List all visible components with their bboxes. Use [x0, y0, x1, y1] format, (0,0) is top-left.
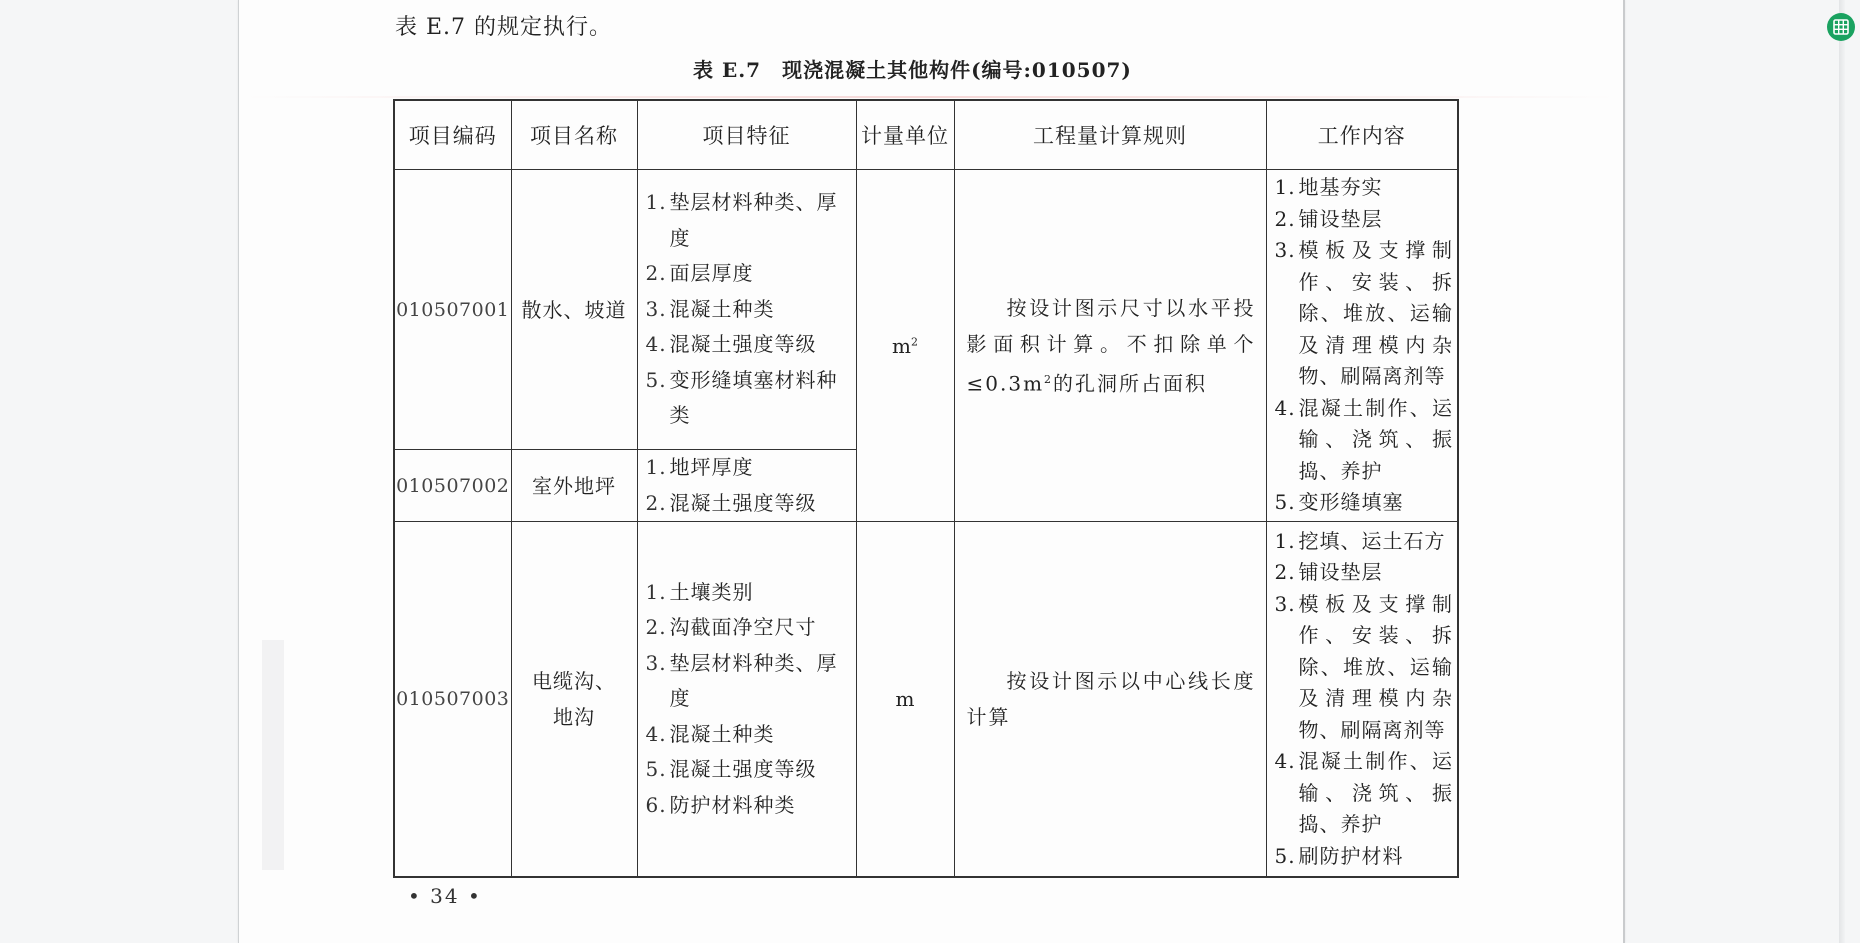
list-item: 4. 混凝土制作、运输、浇筑、振捣、养护	[1274, 749, 1453, 836]
list-item: 6. 防护材料种类	[645, 792, 796, 817]
table-row	[394, 170, 1458, 450]
page-edge	[1839, 0, 1845, 943]
item-features	[637, 450, 856, 522]
list-item: 1. 土壤类别	[645, 579, 754, 604]
header-name: 项目名称	[511, 100, 637, 170]
item-code: 010507003	[394, 522, 511, 877]
list-item: 2. 铺设垫层	[1274, 560, 1383, 584]
list-item: 5. 变形缝填塞	[1274, 490, 1404, 515]
list-item: 2. 铺设垫层	[1274, 206, 1383, 231]
header-unit: 计量单位	[856, 100, 954, 170]
list-item: 3. 混凝土种类	[645, 296, 775, 321]
rule-area: 按设计图示尺寸以水平投影面积计算。不扣除单个$\le 0.3m^2$的孔洞所占面积	[954, 170, 1266, 522]
grid-glyph	[1833, 19, 1849, 35]
list-item: 4. 混凝土制作、运输、浇筑、振捣、养护	[1274, 395, 1453, 483]
spreadsheet-icon[interactable]	[1827, 13, 1855, 41]
list-item: 5. 混凝土强度等级	[645, 757, 817, 781]
unit-length: m	[856, 522, 954, 877]
table-header-row	[394, 100, 1458, 170]
list-item: 5. 刷防护材料	[1274, 843, 1404, 868]
item-features	[637, 170, 856, 450]
header-work: 工作内容	[1266, 100, 1458, 170]
feature-list	[638, 185, 856, 434]
work-content-1	[1266, 170, 1458, 522]
item-features	[637, 522, 856, 877]
list-item: 3. 模板及支撑制作、安装、拆除、堆放、运输及清理模内杂物、刷隔离剂等	[1274, 591, 1453, 742]
list-item: 2. 混凝土强度等级	[645, 490, 817, 515]
unit-area: $m^2$	[856, 170, 954, 522]
feature-list	[638, 575, 856, 824]
list-item: 2. 面层厚度	[645, 261, 754, 286]
table-caption: 表 E.7 现浇混凝土其他构件(编号:010507)	[693, 58, 1132, 82]
work-list	[1267, 172, 1458, 519]
item-name: 电缆沟、 地沟	[511, 522, 637, 877]
spec-table	[393, 99, 1459, 878]
feature-list	[638, 450, 856, 521]
scan-smudge	[262, 640, 284, 870]
intro-text: 表 E.7 的规定执行。	[395, 15, 613, 40]
list-item: 5. 变形缝填塞材料种类	[645, 367, 838, 428]
list-item: 4. 混凝土种类	[645, 721, 775, 746]
work-content-2	[1266, 522, 1458, 877]
table-row	[394, 522, 1458, 877]
list-item: 1. 地坪厚度	[645, 455, 754, 479]
page-number: • 34 •	[408, 884, 482, 908]
list-item: 1. 垫层材料种类、厚度	[645, 190, 838, 250]
list-item: 2. 沟截面净空尺寸	[645, 615, 817, 639]
scan-artifact-line	[245, 96, 1615, 98]
work-list	[1267, 526, 1458, 873]
list-item: 1. 挖填、运土石方	[1274, 528, 1446, 553]
list-item: 3. 垫层材料种类、厚度	[645, 650, 838, 710]
header-features: 项目特征	[637, 100, 856, 170]
header-code: 项目编码	[394, 100, 511, 170]
rule-length: 按设计图示以中心线长度计算	[954, 522, 1266, 877]
item-name: 室外地坪	[511, 450, 637, 522]
item-name: 散水、坡道	[511, 170, 637, 450]
item-code: 010507001	[394, 170, 511, 450]
list-item: 4. 混凝土强度等级	[645, 332, 817, 357]
item-code: 010507002	[394, 450, 511, 522]
list-item: 1. 地基夯实	[1274, 175, 1383, 200]
header-rule: 工程量计算规则	[954, 100, 1266, 170]
list-item: 3. 模板及支撑制作、安装、拆除、堆放、运输及清理模内杂物、刷隔离剂等	[1274, 238, 1453, 389]
